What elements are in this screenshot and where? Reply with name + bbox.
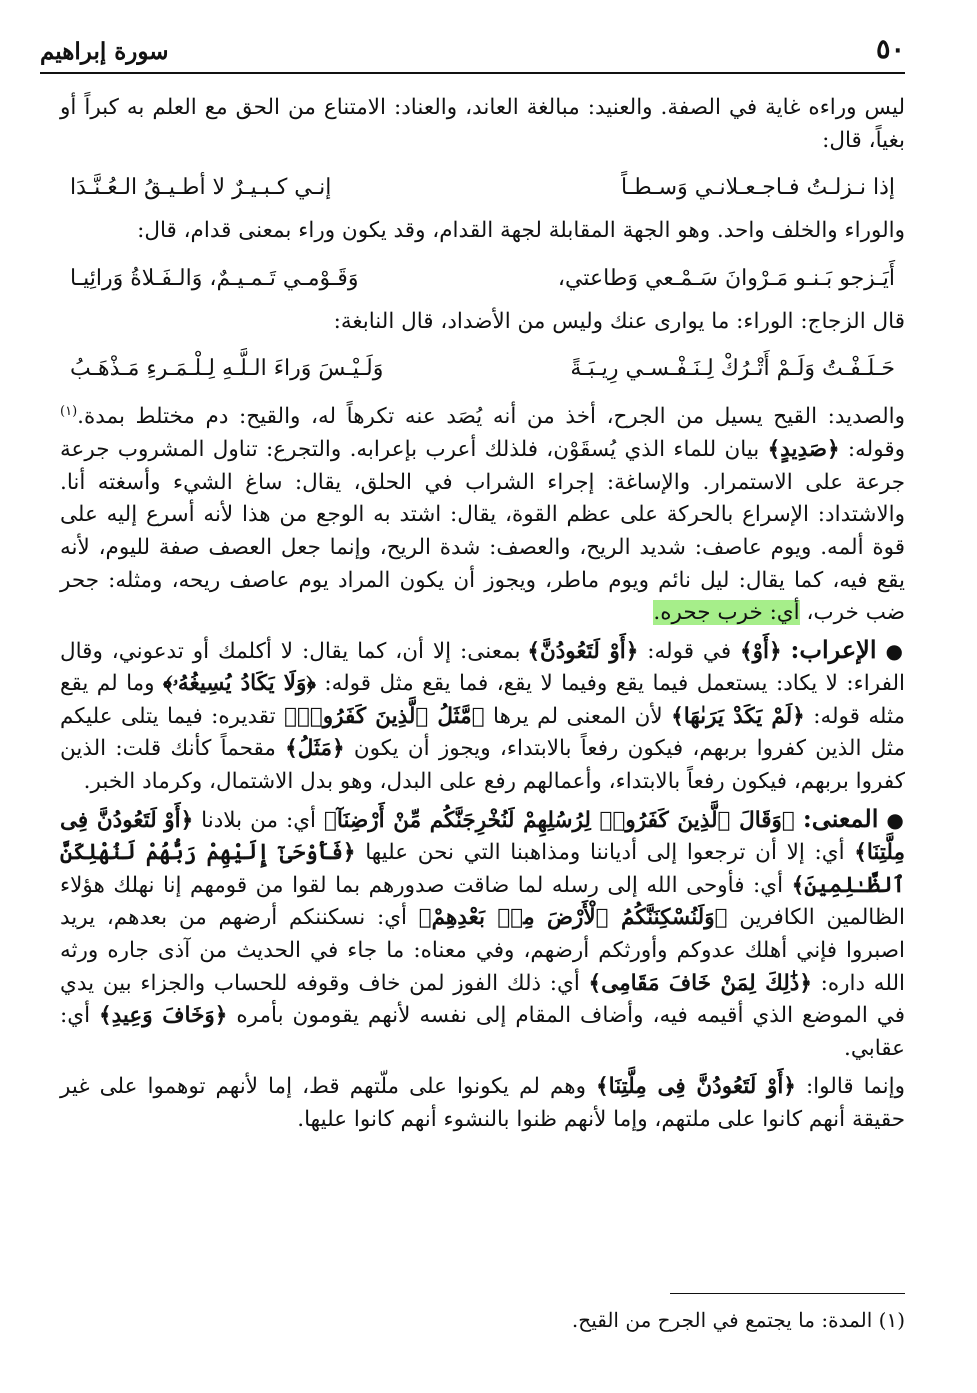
text-run: وإنما قالوا: bbox=[795, 1074, 905, 1100]
text-run: في قوله: bbox=[638, 638, 741, 664]
quran-quote: ﴿وَخَافَ وَعِيدِ﴾ bbox=[99, 1003, 228, 1029]
page-header bbox=[40, 32, 905, 74]
quran-quote: ﴿أَوْ لَتَعُودُنَّ فِى مِلَّتِنَا﴾ bbox=[596, 1074, 796, 1100]
text-run: أي: إلا أن ترجعوا إلى أدياننا ومذاهبنا التي نحن عليها bbox=[355, 840, 855, 866]
quran-quote: ﴿صَدِيدٍ﴾ bbox=[767, 437, 840, 463]
text-run: أي: عقابي. bbox=[60, 1003, 905, 1061]
hemistich-second: وَلَـيْـسَ وَراءَ الـلَّـهِ لِـلْـمَـرءِ مَـذْهَـبُ bbox=[70, 356, 384, 382]
text-run: أي: نسكننكم أرضهم من بعدهم، يريد اصبروا فإني أهلك عدوكم وأورثكم أرضهم، وفي معناه: ما جاء في الحديث من آذى جاره ورثه الله داره: bbox=[60, 905, 905, 996]
paragraph-2: والوراء والخلف واحد. وهو الجهة المقابلة لجهة القدام، وقد يكون وراء بمعنى قدام، قال: bbox=[137, 218, 905, 244]
quran-quote: ﴿ذَٰلِكَ لِمَنْ خَافَ مَقَامِى﴾ bbox=[588, 970, 812, 996]
text-run: وما لم يقع مثله قوله: bbox=[60, 671, 905, 729]
quran-quote: ﴿وَلَا يَكَادُ يُسِيغُهُۥ﴾ bbox=[163, 671, 316, 697]
text-run: وقوله: bbox=[839, 437, 905, 463]
section-heading-meaning: المعنى: bbox=[802, 803, 879, 833]
page-number: ٥٠ bbox=[875, 34, 905, 65]
hemistich-first: حَـلَـفْـتُ وَلَـمْ أَتْـرُكْ لِـنَـفْـسـي رِيـبَـةً bbox=[570, 356, 895, 382]
text-run: أي: فأوحى الله إلى رسله لما ضاقت صدورهم بما لقوا من قومهم إنا نهلك هؤلاء الظالمين الكافرين bbox=[60, 872, 905, 931]
paragraph-3: قال الزجاج: الوراء: ما يوارى عنك وليس من الأضداد، قال النابغة: bbox=[333, 308, 905, 334]
footnote-text: المدة: ما يجتمع في الجرح من القيح. bbox=[571, 1308, 879, 1332]
quran-quote: ﴿وَلَنُسْكِنَنَّكُمُ ٱلْأَرْضَ مِنۢ بَعْدِهِمْ﴾ bbox=[418, 905, 728, 931]
hemistich-second: إنـي كـبـيـرٌ لا أطـيـقُ الـعُـنَّـدَا bbox=[70, 175, 332, 201]
paragraph-7 bbox=[60, 1071, 905, 1136]
text-run: مقحماً كأنك قلت: الذين كفروا بربهم، فيكون رفعاً بالابتداء، وأعمالهم رفع على البدل، وهو بدل الاشتمال، وكرماد الخبر. bbox=[60, 736, 905, 795]
poem-verse-1 bbox=[70, 171, 895, 205]
quran-quote: ﴿أَوْ﴾ bbox=[740, 638, 782, 664]
surah-title: سورة إبراهيم bbox=[40, 38, 169, 65]
hemistich-first: إذا نـزلـتُ فـاجـعـلانـي وَسـطـاً bbox=[621, 175, 895, 201]
paragraph-1: ليس وراءه غاية في الصفة. والعنيد: مبالغة العاند، والعناد: الامتناع من الحق مع العلم به كبراً أو بغياً، قال: bbox=[60, 95, 905, 153]
text-run: أي: ذلك الفوز لمن خاف وقوفه للحساب والجزاء بين يدي في الموضع الذي أقيمه فيه، وأضاف المقام إلى نفسه لأنهم يقومون بأمره bbox=[60, 970, 905, 1029]
quran-quote: ﴿فَأَوْحَىٰٓ إِلَيْهِمْ رَبُّهُمْ لَنُهْلِكَنَّ ٱلظَّـٰلِمِينَ﴾ bbox=[60, 840, 905, 898]
quran-quote: ﴿مَّثَلُ ٱلَّذِينَ كَفَرُوا۟﴾ bbox=[284, 703, 485, 729]
text-run: لأن المعنى لم يرها bbox=[484, 703, 672, 729]
paragraph-irab bbox=[60, 634, 905, 799]
poem-verse-2 bbox=[70, 262, 895, 296]
paragraph-4 bbox=[60, 396, 905, 629]
page-body bbox=[60, 92, 905, 1137]
poem-verse-3 bbox=[70, 352, 895, 386]
hemistich-first: أَيَـزجو بَـنـو مَـرْوانَ سَـمْـعي وَطاعتي، bbox=[557, 265, 895, 291]
footnote-ref[interactable]: (١) bbox=[60, 404, 78, 420]
text-run: أي: من بلادنا bbox=[193, 807, 325, 833]
text-run: والصديد: القيح يسيل من الجرح، أخذ من أنه يُصَد عنه تكرهاً له، والقيح: دم مختلط بمدة. bbox=[77, 404, 905, 430]
paragraph-meaning bbox=[60, 803, 905, 1066]
bullet-icon: ● bbox=[885, 638, 906, 663]
text-run: بمعنى: إلا أن، كما يقال: لا أكلمك أو تدعوني، وقال الفراء: لا يكاد: يستعمل فيما يقع وفيما لا يقع، فما يقع مثل قوله: bbox=[60, 638, 905, 697]
quran-quote: ﴿أَوْ لَتَعُودُنَّ﴾ bbox=[527, 638, 639, 664]
section-heading-irab: الإعراب: bbox=[790, 634, 877, 664]
quran-quote: ﴿لَمْ يَكَدْ يَرَىٰهَا﴾ bbox=[671, 703, 805, 729]
text-run: وهم لم يكونوا على ملّتهم قط، إما لأنهم توهموا على غير حقيقة أنهم كانوا على ملتهم، وإما لأنهم ظنوا بالنشوء أنهم كانوا عليها. bbox=[60, 1074, 905, 1132]
text-run: تقديره: فيما يتلى عليكم مثل الذين كفروا بربهم، فيكون رفعاً بالابتداء، ويجوز أن يكون bbox=[60, 703, 905, 762]
highlighted-text[interactable]: أي: خرب جحره. bbox=[653, 600, 800, 626]
hemistich-second: وَقَـوْمـي تَـمـيـمٌ، وَالـفَـلاةُ وَرائِيـا bbox=[70, 265, 359, 291]
quran-quote: ﴿وَقَالَ ٱلَّذِينَ كَفَرُوا۟ لِرُسُلِهِمْ لَنُخْرِجَنَّكُم مِّنْ أَرْضِنَآ﴾ bbox=[324, 807, 795, 833]
quran-quote: ﴿مَثَلُ﴾ bbox=[285, 736, 345, 762]
bullet-icon: ● bbox=[886, 807, 905, 832]
quran-quote: ﴿أَوْ لَتَعُودُنَّ فِى مِلَّتِنَا﴾ bbox=[60, 807, 905, 866]
footnote-divider bbox=[670, 1293, 905, 1294]
footnote-number: (١) bbox=[878, 1308, 905, 1332]
footnote bbox=[60, 1306, 905, 1334]
text-run: بيان للماء الذي يُسقَوْن، فلذلك أعرب بإعرابه. والتجرع: تناول المشروب جرعة جرعة على الاستمرار. والإساغة: إجراء الشراب في الحلق، يقال: ساغ الشيء وأسغته أنا. والاشتداد: الإسراع بالحركة على عظم القوة، يقال: اشتد به الوجع من هذا لأنه أسرع إليه على قوة ألمه. ويوم عاصف: شديد الريح، والعصف: شدة الريح، وإنما جعل العصف صفة لليوم، لأنه يقع فيه، كما يقال: ليل نائم ويوم ماطر، ويجوز أن يكون المراد يوم عاصف ريحه، ومثله: جحر ضب خرب، bbox=[60, 437, 905, 626]
